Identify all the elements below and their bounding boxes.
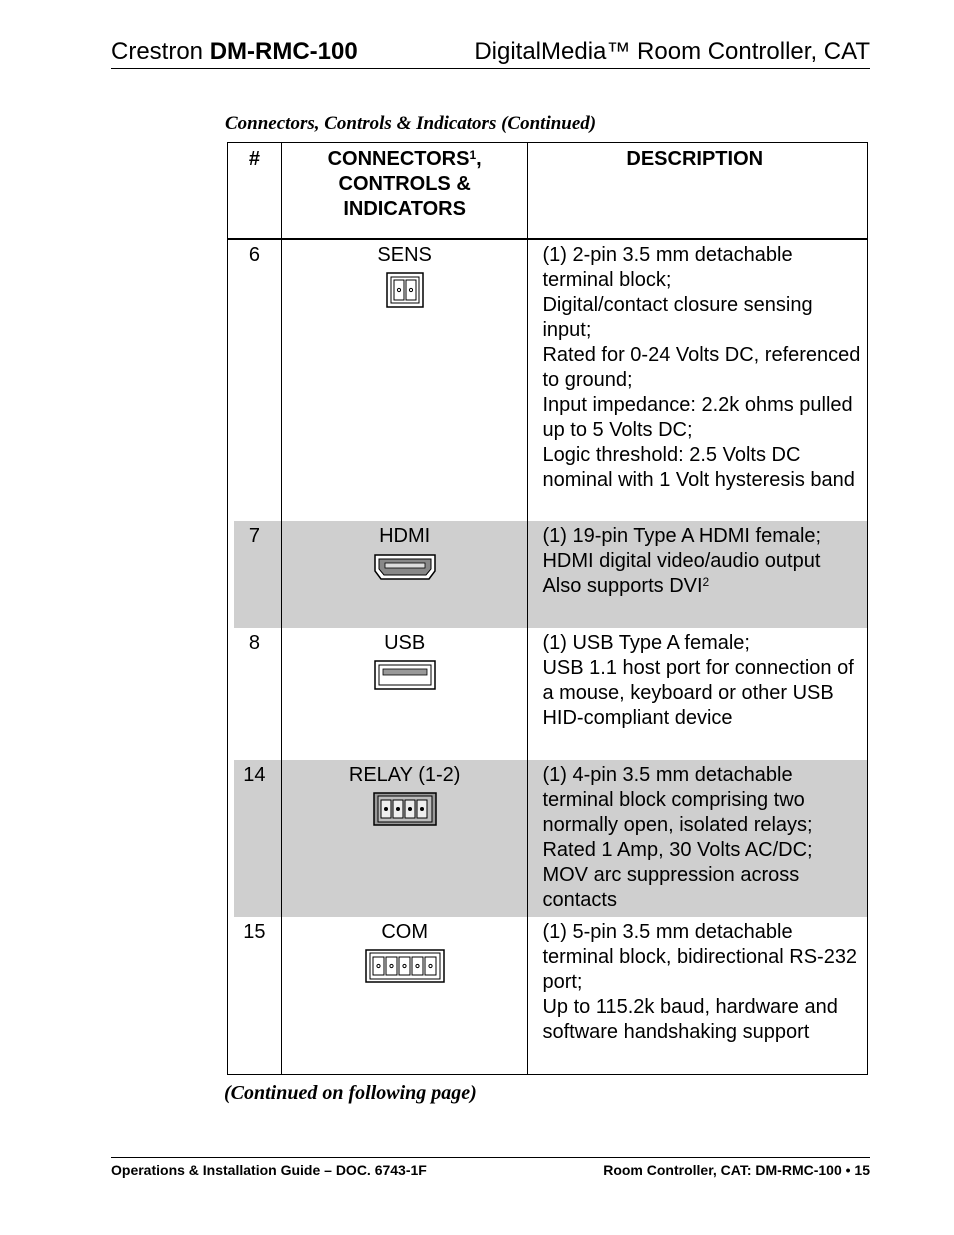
row-description	[528, 760, 868, 917]
row-num: 6	[228, 239, 282, 521]
row-connector	[281, 521, 528, 628]
description-line: Rated 1 Amp, 30 Volts AC/DC;	[542, 839, 813, 861]
page-footer	[111, 1157, 870, 1178]
row-num: 14	[228, 760, 282, 917]
connector-name: USB	[384, 632, 426, 654]
terminal-4pin-icon	[373, 792, 437, 826]
table-header-row	[228, 143, 868, 240]
row-connector	[281, 760, 528, 917]
header-title: DigitalMedia™ Room Controller, CAT	[474, 38, 870, 65]
page-header	[111, 36, 870, 69]
row-description	[528, 521, 868, 628]
description-line: Input impedance: 2.2k ohms pulled up to 5 Volts DC;	[542, 394, 853, 441]
description-line: (1) 19-pin Type A HDMI female;	[542, 525, 822, 547]
table-row	[228, 628, 868, 760]
model-name: DM-RMC-100	[209, 38, 358, 65]
description-line: (1) 4-pin 3.5 mm detachable terminal block comprising two normally open, isolated relays;	[542, 764, 813, 836]
row-connector	[281, 239, 528, 521]
footnote-marker: 2	[702, 575, 710, 589]
header-connectors	[281, 143, 528, 240]
table-row	[228, 760, 868, 917]
description-line	[542, 574, 861, 599]
description-line: USB 1.1 host port for connection of a mouse, keyboard or other USB HID-compliant device	[542, 657, 854, 729]
table-row	[228, 239, 868, 521]
header-connectors-rest: , CONTROLS & INDICATORS	[338, 148, 482, 220]
row-num: 7	[228, 521, 282, 628]
footnote-marker: 1	[469, 148, 477, 162]
table-caption: Connectors, Controls & Indicators (Continued)	[225, 113, 597, 134]
header-description: DESCRIPTION	[528, 143, 868, 240]
row-num: 15	[228, 917, 282, 1074]
connectors-table	[227, 142, 868, 1075]
connector-name: RELAY (1-2)	[348, 764, 461, 786]
row-connector	[281, 628, 528, 760]
connector-name: SENS	[377, 244, 432, 266]
description-line: Up to 115.2k baud, hardware and software handshaking support	[542, 996, 838, 1043]
footer-left: Operations & Installation Guide – DOC. 6743-1F	[111, 1162, 427, 1178]
header-num: #	[228, 143, 282, 240]
table-row	[228, 917, 868, 1074]
terminal-2pin-icon	[386, 272, 424, 308]
brand-name: Crestron	[111, 38, 204, 65]
terminal-5pin-icon	[365, 949, 445, 983]
continued-note: (Continued on following page)	[224, 1082, 477, 1104]
description-text: Also supports DVI	[542, 575, 703, 597]
row-description	[528, 917, 868, 1074]
description-line: HDMI digital video/audio output	[542, 550, 821, 572]
description-line: (1) USB Type A female;	[542, 632, 750, 654]
connector-name: COM	[381, 921, 428, 943]
header-brand	[111, 38, 358, 66]
usb-port-icon	[374, 660, 436, 690]
header-connectors-label: CONNECTORS	[327, 148, 470, 170]
row-connector	[281, 917, 528, 1074]
hdmi-port-icon	[373, 553, 437, 581]
connector-name: HDMI	[379, 525, 431, 547]
table-row	[228, 521, 868, 628]
row-description	[528, 628, 868, 760]
description-line: MOV arc suppression across contacts	[542, 864, 800, 911]
footer-right: Room Controller, CAT: DM-RMC-100 • 15	[603, 1162, 870, 1178]
description-line: Digital/contact closure sensing input;	[542, 294, 813, 341]
row-description	[528, 239, 868, 521]
row-num: 8	[228, 628, 282, 760]
description-line: (1) 2-pin 3.5 mm detachable terminal block;	[542, 244, 793, 291]
description-line: Logic threshold: 2.5 Volts DC nominal with 1 Volt hysteresis band	[542, 444, 855, 491]
description-line: (1) 5-pin 3.5 mm detachable terminal block, bidirectional RS-232 port;	[542, 921, 858, 993]
description-line: Rated for 0-24 Volts DC, referenced to ground;	[542, 344, 861, 391]
